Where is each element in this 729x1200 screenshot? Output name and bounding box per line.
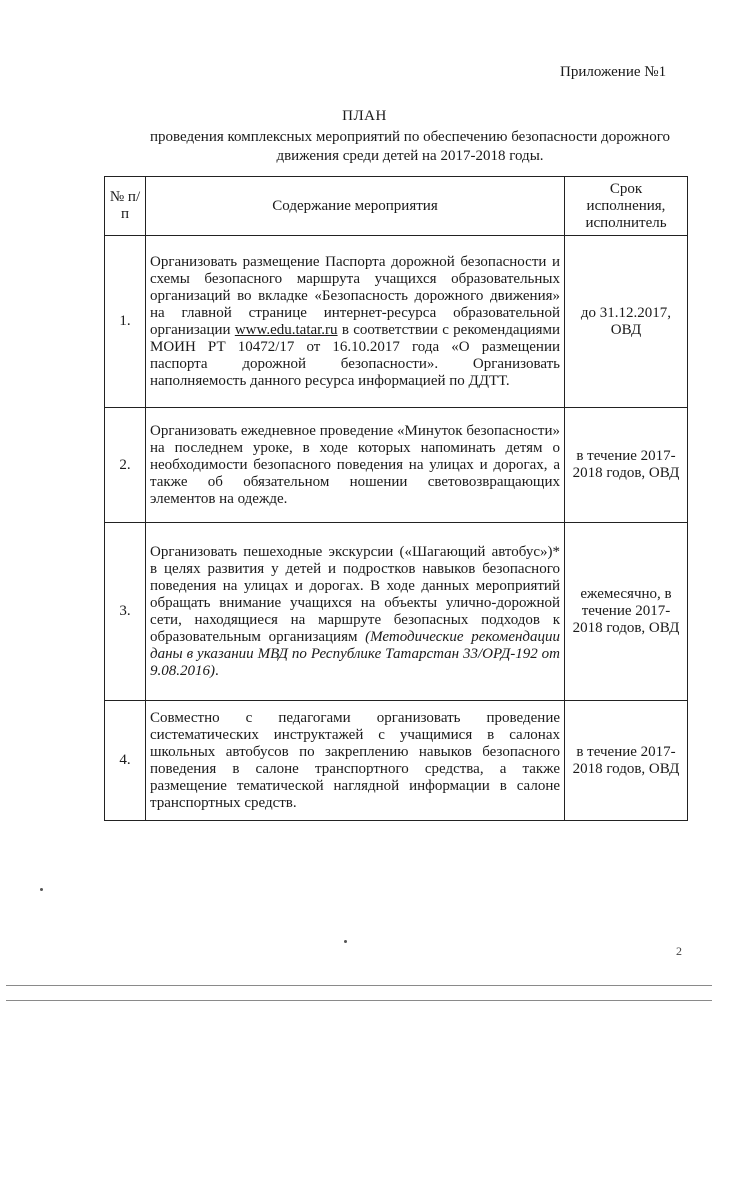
- row-term: в течение 2017-2018 годов, ОВД: [565, 408, 688, 523]
- table-row: [105, 701, 688, 821]
- document-subtitle: проведения комплексных мероприятий по обеспечению безопасности дорожного движения среди детей на 2017-2018 годы.: [150, 129, 670, 164]
- table-row: [105, 236, 688, 408]
- row-content-text: в соответствии с рекомендациями МОИН РТ 10472/17 от 16.10.2017 года «О размещении паспорта дорожной безопасности». Организовать наполняемость данного ресурса информацией по ДДТТ.: [150, 321, 560, 389]
- document-title: ПЛАН: [342, 108, 387, 124]
- page-number: 2: [676, 944, 682, 958]
- row-term: в течение 2017-2018 годов, ОВД: [565, 701, 688, 821]
- row-term: до 31.12.2017, ОВД: [565, 236, 688, 408]
- row-content-text: Организовать размещение Паспорта дорожной безопасности и схемы безопасного маршрута учащихся образовательных организаций во вкладке «Безопасность дорожного движения» на главной странице интернет-ресурса образовательной организации: [150, 253, 560, 338]
- row-content-text: .: [215, 662, 219, 679]
- row-number: 4.: [105, 701, 146, 821]
- scan-edge-line: [6, 985, 712, 986]
- appendix-label: Приложение №1: [560, 64, 667, 80]
- table-header-row: [105, 177, 688, 236]
- table-row: [105, 408, 688, 523]
- edu-tatar-link[interactable]: www.edu.tatar.ru: [234, 321, 338, 338]
- scan-speck: [344, 940, 347, 943]
- scan-edge-line: [6, 1000, 712, 1001]
- row-content: Организовать ежедневное проведение «Минуток безопасности» на последнем уроке, в ходе которых напоминать детям о необходимости безопасного поведения на улицах и дорогах, а также об обязательном ношении световозвращающих элементов на одежде.: [146, 408, 565, 523]
- table-row: [105, 523, 688, 701]
- column-header-number: № п/п: [105, 177, 146, 236]
- row-content: Совместно с педагогами организовать проведение систематических инструктажей с учащимися в салонах школьных автобусов по закреплению навыков безопасного поведения в салоне транспортного средства, а также размещение тематической наглядной информации в салоне транспортных средств.: [146, 701, 565, 821]
- row-content-note: (Методические рекомендации даны в указании МВД по Республике Татарстан 33/ОРД-192 от 9.08.2016): [150, 628, 561, 679]
- row-term: ежемесячно, в течение 2017-2018 годов, ОВД: [565, 523, 688, 701]
- row-content-text: Организовать пешеходные экскурсии («Шагающий автобус»)* в целях развития у детей и подростков навыков безопасного поведения на улицах и дорогах. В ходе данных мероприятий обращать внимание учащихся на объекты улично-дорожной сети, находящиеся на маршруте безопасных подходов к образовательным организациям: [150, 543, 560, 645]
- row-content: [146, 523, 565, 701]
- row-number: 2.: [105, 408, 146, 523]
- row-number: 1.: [105, 236, 146, 408]
- row-number: 3.: [105, 523, 146, 701]
- column-header-term: Срок исполнения, исполнитель: [565, 177, 688, 236]
- column-header-content: Содержание мероприятия: [146, 177, 565, 236]
- row-content: [146, 236, 565, 408]
- plan-table: [104, 176, 688, 821]
- scan-speck: [40, 888, 43, 891]
